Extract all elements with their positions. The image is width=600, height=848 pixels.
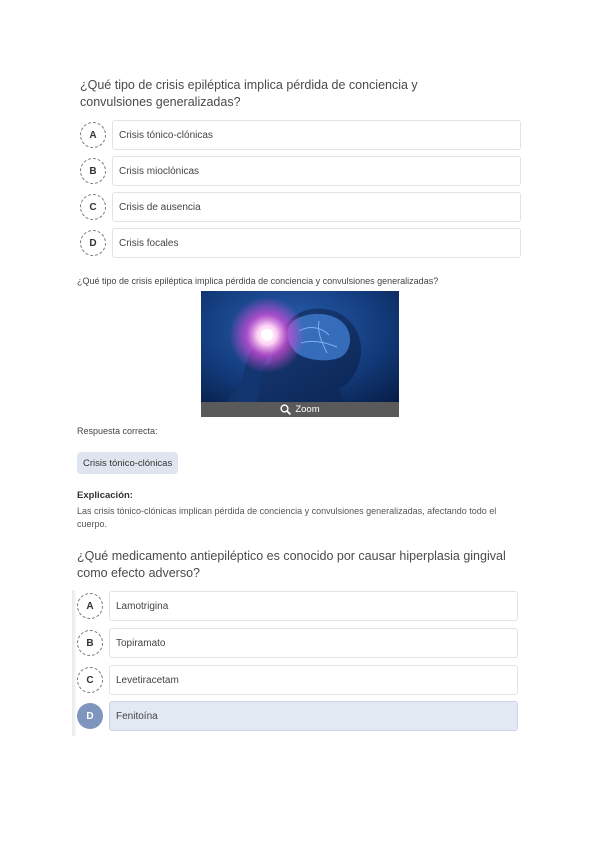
brain-illustration <box>201 291 399 417</box>
question-2-option-a[interactable] <box>77 591 518 621</box>
option-text: Crisis focales <box>112 228 521 258</box>
option-text: Crisis tónico-clónicas <box>112 120 521 150</box>
question-1-option-d[interactable] <box>80 228 521 258</box>
option-letter-b: B <box>77 630 103 656</box>
option-text: Crisis mioclónicas <box>112 156 521 186</box>
correct-answer-badge: Crisis tónico-clónicas <box>77 452 178 474</box>
option-text: Crisis de ausencia <box>112 192 521 222</box>
question-2-option-b[interactable] <box>77 628 518 658</box>
option-letter-a: A <box>77 593 103 619</box>
question-2-option-d[interactable] <box>77 701 518 731</box>
option-letter-a: A <box>80 122 106 148</box>
option-letter-d: D <box>80 230 106 256</box>
option-text: Lamotrigina <box>109 591 518 621</box>
review-question-text: ¿Qué tipo de crisis epiléptica implica pérdida de conciencia y convulsiones generalizadas? <box>77 276 439 286</box>
option-letter-b: B <box>80 158 106 184</box>
option-letter-d: D <box>77 703 103 729</box>
question-1-option-c[interactable] <box>80 192 521 222</box>
option-letter-c: C <box>80 194 106 220</box>
question-2-title: ¿Qué medicamento antiepiléptico es conocido por causar hiperplasia gingival como efecto adverso? <box>77 549 506 580</box>
question-image[interactable] <box>201 291 399 417</box>
zoom-button[interactable] <box>201 402 399 417</box>
scan-edge <box>72 590 76 736</box>
question-1-title: ¿Qué tipo de crisis epiléptica implica pérdida de conciencia y convulsiones generalizadas? <box>80 78 418 109</box>
option-text: Levetiracetam <box>109 665 518 695</box>
zoom-label: Zoom <box>295 404 320 415</box>
option-text: Topiramato <box>109 628 518 658</box>
question-1-option-b[interactable] <box>80 156 521 186</box>
explanation-label: Explicación: <box>77 490 133 501</box>
explanation-text: Las crisis tónico-clónicas implican pérdida de conciencia y convulsiones generalizadas, afectando todo el cuerpo. <box>77 506 497 529</box>
question-1-option-a[interactable] <box>80 120 521 150</box>
question-2-option-c[interactable] <box>77 665 518 695</box>
magnifier-icon <box>280 404 291 415</box>
option-text: Fenitoína <box>109 701 518 731</box>
option-letter-c: C <box>77 667 103 693</box>
correct-answer-label: Respuesta correcta: <box>77 426 158 436</box>
